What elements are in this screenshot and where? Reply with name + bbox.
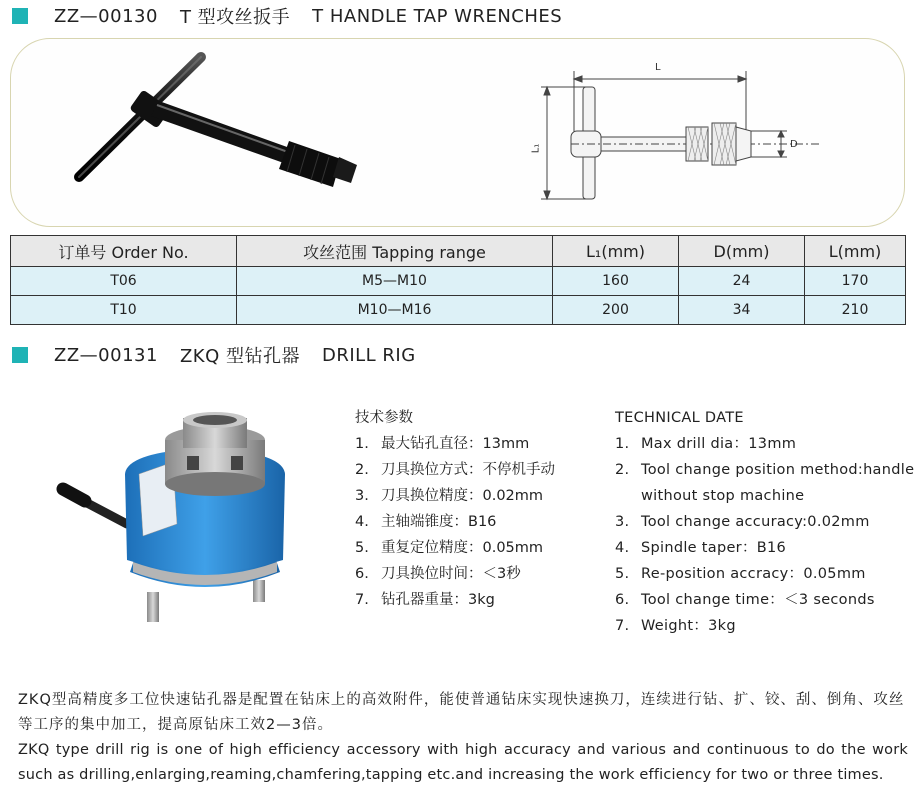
cell-d: 24 [679,267,805,296]
list-item: 7. Weight：3kg [615,618,736,634]
section-header-tap-wrenches [12,3,562,29]
product-code: ZZ—00130 [54,5,158,27]
specs-cn-title: 技术参数 [355,410,413,426]
cell-l1: 160 [553,267,679,296]
cell-order-no: T06 [11,267,237,296]
list-item: 5. Re-position accracy：0.05mm [615,566,866,582]
product-code: ZZ—00131 [54,344,158,366]
list-item: 4. Spindle taper：B16 [615,540,787,556]
header-l1: L₁(mm) [553,236,679,267]
product-title-en: T HANDLE TAP WRENCHES [312,5,563,27]
t-wrench-photo [51,49,381,219]
table-row [11,267,906,296]
section-header-drill-rig [12,342,416,368]
section-marker-icon [12,8,28,24]
header-d: D(mm) [679,236,805,267]
cell-d: 34 [679,296,805,325]
list-item: 6. 刀具换位时间：＜3秒 [355,566,521,582]
list-item: 3. 刀具换位精度：0.02mm [355,488,544,504]
dimension-label-l1: L₁ [530,143,542,154]
header-tapping-range: 攻丝范围 Tapping range [237,236,553,267]
cell-order-no: T10 [11,296,237,325]
specs-en-title: TECHNICAL DATE [615,410,744,426]
list-item: 7. 钻孔器重量：3kg [355,592,495,608]
product-title-cn: ZKQ 型钻孔器 [179,346,300,367]
dimension-label-d: D [790,139,798,150]
list-item: 6. Tool change time：＜3 seconds [615,592,875,608]
specs-en [615,405,915,639]
list-item: 2. Tool change position method:handle without stop machine [615,462,915,504]
list-item: 4. 主轴端锥度：B16 [355,514,497,530]
cell-l: 210 [805,296,906,325]
section-marker-icon [12,347,28,363]
list-item: 1. 最大钻孔直径：13mm [355,436,530,452]
description-en: ZKQ type drill rig is one of high efficiency accessory with high accuracy and various and continuous to do the work such as drilling,enlarging,reaming,chamfering,tapping etc.and increasing the work efficiency for two or three times. [18,742,908,783]
cell-tapping-range: M5—M10 [237,267,553,296]
cell-tapping-range: M10—M16 [237,296,553,325]
header-l: L(mm) [805,236,906,267]
cell-l1: 200 [553,296,679,325]
table-header-row [11,236,906,267]
dimension-label-l: L [655,62,661,73]
product-title-cn: T 型攻丝扳手 [179,7,291,28]
product-image-panel [10,38,905,227]
header-order-no: 订单号 Order No. [11,236,237,267]
description-cn: ZKQ型高精度多工位快速钻孔器是配置在钻床上的高效附件，能使普通钻床实现快速换刀，连续进行钻、扩、铰、刮、倒角、攻丝等工序的集中加工，提高原钻床工效2—3倍。 [18,692,905,733]
list-item: 1. Max drill dia：13mm [615,436,797,452]
list-item: 3. Tool change accuracy:0.02mm [615,514,870,530]
list-item: 2. 刀具换位方式：不停机手动 [355,462,555,478]
drill-rig-photo [55,412,315,632]
cell-l: 170 [805,267,906,296]
specs-cn [355,405,605,613]
list-item: 5. 重复定位精度：0.05mm [355,540,544,556]
product-title-en: DRILL RIG [321,344,416,366]
table-row [11,296,906,325]
spec-table [10,235,906,325]
t-wrench-technical-drawing [531,57,831,217]
